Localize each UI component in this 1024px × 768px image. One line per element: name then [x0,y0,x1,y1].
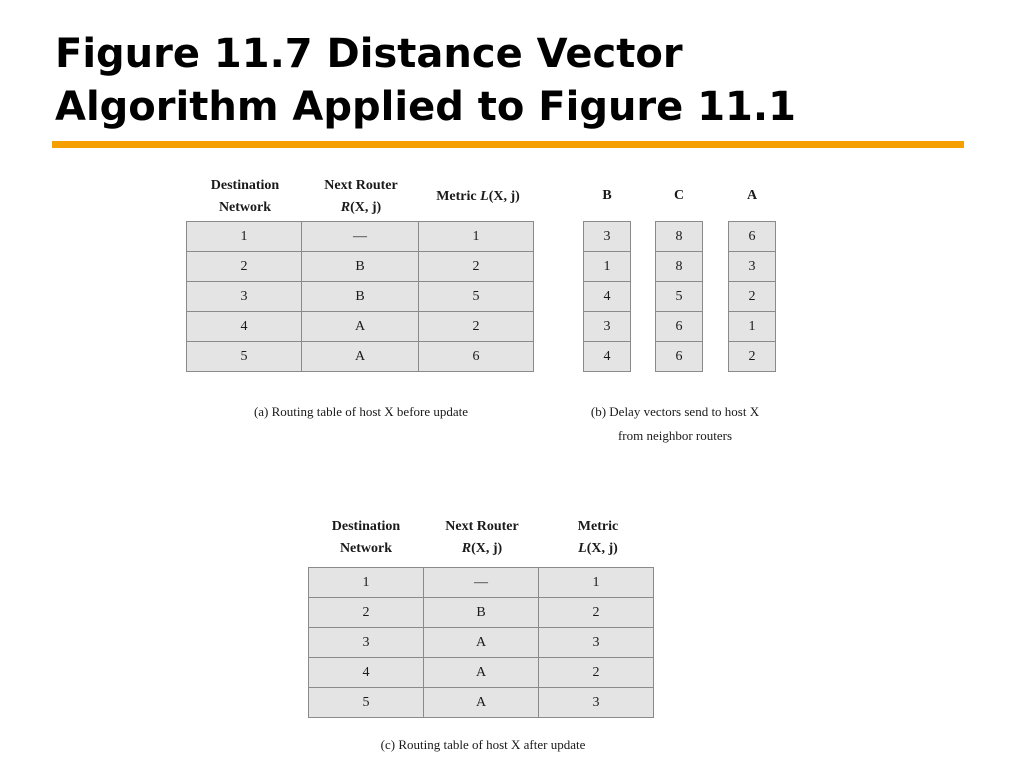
vector-cell: 3 [584,312,631,342]
table-row [187,222,534,252]
table-cell: 3 [309,628,424,658]
vector-cell: 5 [656,282,703,312]
table-c-caption: (c) Routing table of host X after update [380,737,586,752]
table-cell: B [302,252,419,282]
table-row [187,282,534,312]
table-cell: 5 [419,282,534,312]
vector-cell: 3 [729,252,776,282]
table-c-metric-header: Metric L(X, j) [577,519,619,556]
vector-cell: 6 [656,342,703,372]
table-cell: 3 [187,282,302,312]
table-cell: 1 [419,222,534,252]
vector-cell: 6 [656,312,703,342]
table-cell: 1 [187,222,302,252]
vector-cell: 8 [656,252,703,282]
table-cell: A [302,312,419,342]
title-line-2: Algorithm Applied to Figure 11.1 [55,84,796,130]
vector-row [584,312,631,342]
table-cell: A [424,628,539,658]
vector-row [729,252,776,282]
vectors-caption: (b) Delay vectors send to host X from neighbor routers [590,404,760,443]
title-line-1: Figure 11.7 Distance Vector [55,31,683,77]
vector-cell: 1 [729,312,776,342]
table-cell: 2 [539,598,654,628]
vector-a-header: A [746,188,758,203]
table-c-next-header: Next Router R(X, j) [445,519,519,556]
table-a-dest-header: Destination Network [210,178,280,215]
vector-row [584,282,631,312]
table-c-dest-header: Destination Network [331,519,401,556]
table-row [309,628,654,658]
vector-row [584,222,631,252]
vector-row [729,282,776,312]
table-cell: 1 [309,568,424,598]
table-row [187,252,534,282]
table-c-routing-after [308,567,654,718]
table-cell: — [302,222,419,252]
table-a-next-header: Next Router R(X, j) [324,178,398,215]
vector-row [584,342,631,372]
table-cell: — [424,568,539,598]
vector-row [584,252,631,282]
table-cell: B [302,282,419,312]
vector-cell: 3 [584,222,631,252]
table-cell: 4 [309,658,424,688]
table-cell: 2 [539,658,654,688]
table-row [309,658,654,688]
table-cell: 6 [419,342,534,372]
table-cell: B [424,598,539,628]
vector-cell: 6 [729,222,776,252]
vector-c-header: C [673,188,685,203]
vector-b-table [583,221,631,372]
vector-row [656,282,703,312]
vector-cell: 2 [729,342,776,372]
vector-cell: 2 [729,282,776,312]
table-cell: 5 [187,342,302,372]
table-cell: 4 [187,312,302,342]
vector-cell: 8 [656,222,703,252]
table-cell: 2 [419,312,534,342]
vector-b-header: B [602,188,612,203]
table-a-routing-before [186,221,534,372]
table-cell: 5 [309,688,424,718]
table-cell: 2 [309,598,424,628]
vector-row [656,342,703,372]
vector-row [729,312,776,342]
title-underline [52,141,964,148]
vector-a-table [728,221,776,372]
table-row [187,312,534,342]
vector-row [656,312,703,342]
table-cell: A [302,342,419,372]
table-row [309,688,654,718]
vector-c-table [655,221,703,372]
table-cell: 2 [187,252,302,282]
vector-row [656,252,703,282]
slide-title [55,28,796,134]
table-cell: A [424,688,539,718]
table-row [187,342,534,372]
table-cell: 3 [539,628,654,658]
table-cell: 1 [539,568,654,598]
table-row [309,568,654,598]
table-cell: 2 [419,252,534,282]
table-cell: 3 [539,688,654,718]
vector-row [729,222,776,252]
table-a-caption: (a) Routing table of host X before update [253,404,469,419]
vector-cell: 1 [584,252,631,282]
vector-row [656,222,703,252]
vector-cell: 4 [584,342,631,372]
vector-cell: 4 [584,282,631,312]
vector-row [729,342,776,372]
table-row [309,598,654,628]
table-cell: A [424,658,539,688]
table-a-metric-header: Metric L(X, j) [436,189,520,204]
